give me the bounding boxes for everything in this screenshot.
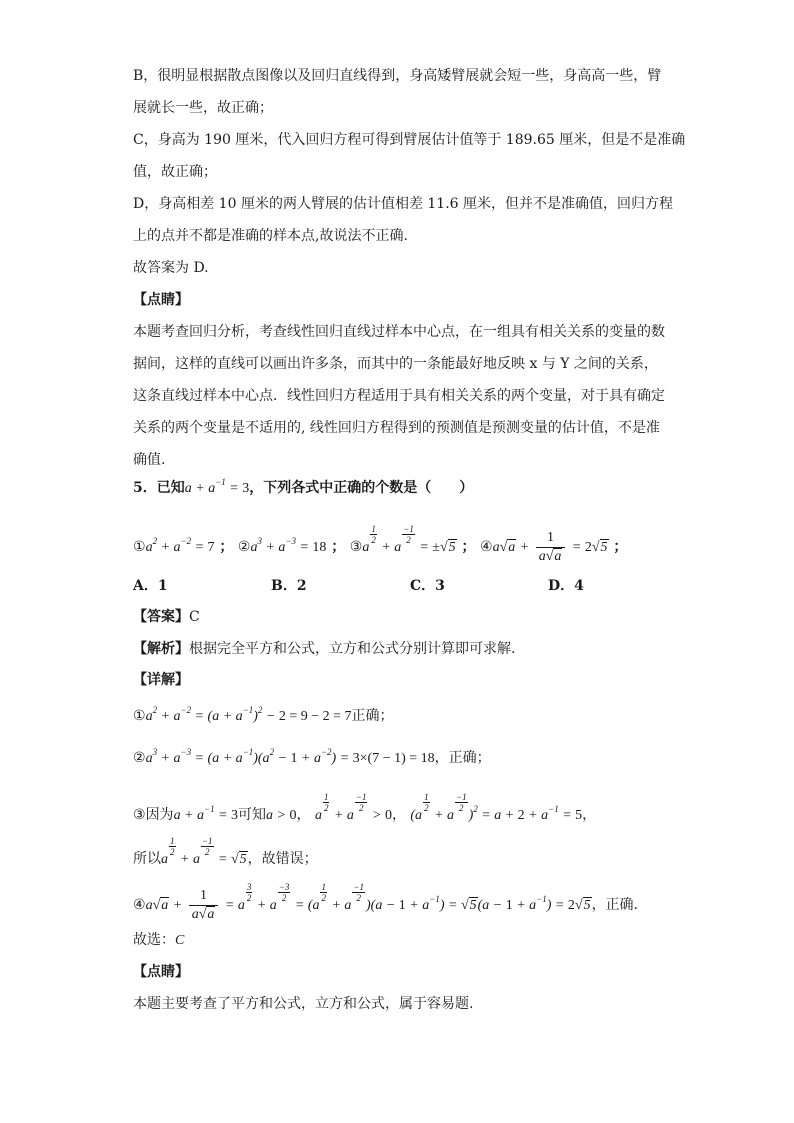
question-5-condition: $a + a^{-1} = 3$ xyxy=(184,477,250,496)
option-c-explanation-line-1: C，身高为 190 厘米，代入回归方程可得到臂展估计值等于 189.65 厘米，但是不是准确 xyxy=(133,132,686,148)
option-b[interactable]: B．2 xyxy=(271,578,307,594)
choose-value: C xyxy=(175,933,185,948)
option-d-explanation-line-2: 上的点并不都是准确的样本点,故说法不正确. xyxy=(133,228,408,244)
option-d[interactable]: D．4 xyxy=(548,578,584,594)
dianjing-text-line-4: 关系的两个变量是不适用的, 线性回归方程得到的预测值是预测变量的估计值，不是准 xyxy=(133,420,660,436)
answer-line xyxy=(133,607,200,627)
statement-4: a√a + $\frac{1}{a√a}$ = 2√5 xyxy=(492,530,608,565)
solution-4-tail: ，正确. xyxy=(591,897,639,913)
option-a[interactable]: A．1 xyxy=(133,578,168,594)
dianjing-text-line-1: 本题考查回归分析，考查线性回归直线过样本中心点，在一组具有相关关系的变量的数 xyxy=(133,324,665,340)
previous-answer-line: 故答案为 D. xyxy=(133,260,209,276)
solution-1-tail: 正确； xyxy=(351,708,394,724)
dianjing-heading: 【点睛】 xyxy=(133,292,189,308)
solution-3-tail: ，故错误； xyxy=(247,851,318,867)
circled-3-icon: ③ xyxy=(133,807,146,823)
solution-4: ④a√a + $\frac{1}{a√a}$ = a $\frac{3}{2}$ + a $\frac{-3}{2}$ = (a $\frac{1}{2}$ + a $\frac{-1}{2}$ )$(a - 1 + a^{-1}) = √5(a - 1 + a^{-1}) = 2√5$，正确. xyxy=(133,882,639,923)
solution-2-tail: ，正确； xyxy=(434,750,491,766)
dianjing-text-line-2: 据间，这样的直线可以画出许多条，而其中的一条能最好地反映 x 与 Y 之间的关系， xyxy=(133,356,658,372)
solution-2: $②a^3 + a^{-3} = (a + a^{-1})(a^2 - 1 + a^{-2}) = 3\times(7 - 1) = 18$，正确； xyxy=(133,747,491,766)
solution-3-prefix: 因为 xyxy=(145,807,174,823)
circled-1-icon: ① xyxy=(133,539,146,555)
dianjing-heading-2: 【点睛】 xyxy=(133,964,189,980)
option-b-explanation-line-2: 展就长一些，故正确； xyxy=(133,100,273,116)
option-c[interactable]: C．3 xyxy=(410,578,445,594)
solution-3-mid: 可知 xyxy=(238,807,267,823)
question-5-prefix: 5．已知 xyxy=(133,480,185,496)
solution-3-conclusion: 所以a $\frac{1}{2}$ + a $\frac{-1}{2}$ = √5，故错误； xyxy=(133,836,318,867)
question-5-suffix: ，下列各式中正确的个数是（ ） xyxy=(249,480,474,496)
choose-line xyxy=(133,930,184,951)
option-d-explanation-line-1: D，身高相差 10 厘米的两人臂展的估计值相差 11.6 厘米，但并不是准确值，回归方程 xyxy=(133,196,674,212)
answer-label: 【答案】 xyxy=(133,609,189,625)
circled-4-icon: ④ xyxy=(133,897,146,913)
option-c-explanation-line-2: 值，故正确； xyxy=(133,164,217,180)
circled-2-icon: ② xyxy=(237,539,251,555)
question-5-statements: $①a^2 + a^{-2} = 7$ ； $②a^3 + a^{-3} = 18$ ； ③a $\frac{1}{2}$ + a $\frac{-1}{2}$ = ±√5 ； ④a√a + $\frac{1}{a√a}$ = 2√5 ； xyxy=(133,524,628,565)
question-5-stem xyxy=(133,478,473,499)
detail-heading: 【详解】 xyxy=(133,672,189,688)
solution-3: ③因为$a + a^{-1} = 3$可知a > 0， a $\frac{1}{2}$ + a $\frac{-1}{2}$ > 0， (a $\frac{1}{2}$ + a $\frac{-1}{2}$ )$^2 = a + 2 + a^{-1} = 5$， xyxy=(133,792,597,823)
solution-3-so: 所以 xyxy=(133,851,161,867)
dianjing-final-text: 本题主要考查了平方和公式，立方和公式，属于容易题. xyxy=(133,996,474,1012)
statement-2: $a^3 + a^{-3} = 18$ xyxy=(250,536,327,555)
solution-1: $①a^2 + a^{-2} = (a + a^{-1})^2 - 2 = 9 - 2 = 7$正确； xyxy=(133,705,394,724)
answer-value: C xyxy=(189,609,200,625)
option-b-explanation-line-1: B，很明显根据散点图像以及回归直线得到，身高矮臂展就会短一些，身高高一些，臂 xyxy=(133,68,662,84)
circled-3-icon: ③ xyxy=(349,539,363,555)
circled-4-icon: ④ xyxy=(480,539,493,555)
analysis-label: 【解析】 xyxy=(133,641,189,657)
circled-1-icon: ① xyxy=(133,708,146,724)
circled-2-icon: ② xyxy=(133,750,146,766)
statement-3: a $\frac{1}{2}$ + a $\frac{-1}{2}$ = ±√5 xyxy=(362,524,456,555)
dianjing-text-line-3: 这条直线过样本中心点．线性回归方程适用于具有相关关系的两个变量，对于具有确定 xyxy=(133,388,665,404)
dianjing-text-line-5: 确值. xyxy=(133,452,166,468)
analysis-text: 根据完全平方和公式，立方和公式分别计算即可求解. xyxy=(189,641,516,657)
choose-label: 故选： xyxy=(133,932,175,948)
analysis-line xyxy=(133,639,515,659)
statement-1: $a^2 + a^{-2} = 7$ xyxy=(145,536,215,555)
